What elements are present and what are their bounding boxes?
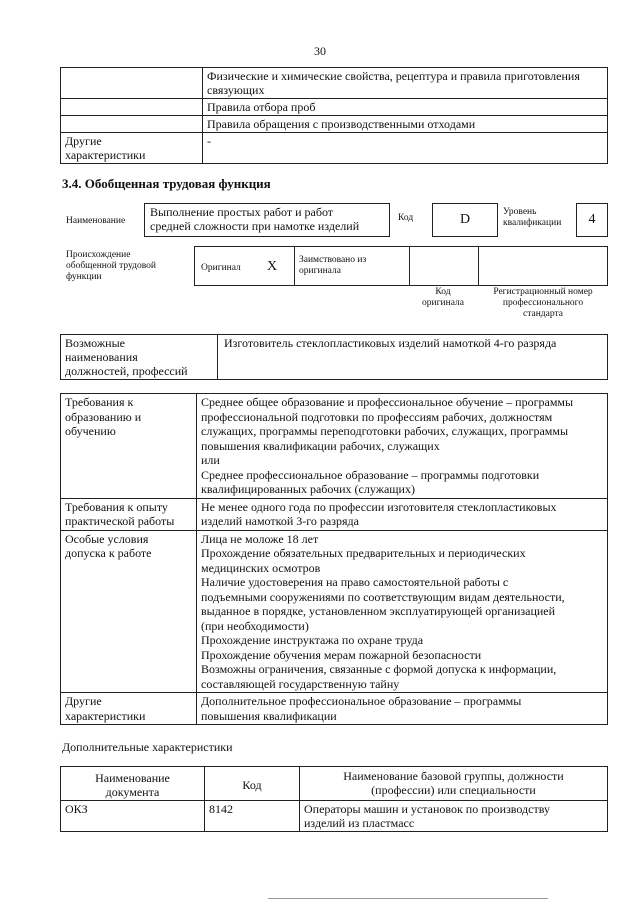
row-label: [61, 68, 203, 99]
origin-box: [194, 246, 608, 286]
row-label: [61, 99, 203, 116]
page-number: 30: [314, 44, 326, 58]
code-original-caption: Код оригинала: [422, 287, 464, 308]
requirements-table: [60, 393, 608, 725]
table-row: [61, 116, 608, 133]
table-header-row: [61, 767, 608, 801]
divider: [478, 247, 479, 285]
header-doc: Наименование документа: [61, 767, 205, 801]
additional-table: [60, 766, 608, 832]
row-value: Физические и химические свойства, рецептура и правила приготовления связующих: [203, 68, 608, 99]
row-label: Особые условия допуска к работе: [61, 530, 197, 693]
origin-label: Происхождение обобщенной трудовой функции: [66, 250, 156, 282]
section-heading: 3.4. Обобщенная трудовая функция: [62, 176, 271, 191]
row-label: Возможные наименования должностей, профессий: [61, 335, 218, 380]
original-mark: X: [267, 259, 278, 274]
table-row: [61, 394, 608, 499]
row-value: Среднее общее образование и профессиональное обучение – программы профессиональной подготовки по профессиям рабочих, должностям служащих, программы переподготовки рабочих, служащих, программы повышения квалификации рабочих, служащих или Среднее профессиональное образование – программы подготовки квалифицированных рабочих (служащих): [197, 394, 608, 499]
borrowed-label: Заимствовано из оригинала: [299, 255, 367, 276]
name-value: Выполнение простых работ и работ средней сложности при намотке изделий: [144, 203, 390, 237]
knowledge-table: [60, 67, 608, 164]
name-label: Наименование: [66, 216, 126, 226]
job-titles-table: [60, 334, 608, 380]
row-value: Лица не моложе 18 лет Прохождение обязательных предварительных и периодических медицинских осмотров Наличие удостоверения на право самостоятельной работы с подъемными сооружениями по соответствующим видам деятельности, выданное в порядке, установленном эксплуатирующей организацией (при необходимости) Прохождение инструктажа по охране труда Прохождение обучения мерам пожарной безопасности Возможны ограничения, связанные с формой допуска к информации, составляющей государственную тайну: [197, 530, 608, 693]
row-value: Дополнительное профессиональное образование – программы повышения квалификации: [197, 693, 608, 725]
row-value: Изготовитель стеклопластиковых изделий намоткой 4-го разряда: [218, 335, 608, 380]
table-row: [61, 530, 608, 693]
table-row: [61, 133, 608, 164]
table-row: [61, 99, 608, 116]
row-label: [61, 116, 203, 133]
level-label: Уровень квалификации: [503, 207, 562, 228]
header-name: Наименование базовой группы, должности (профессии) или специальности: [300, 767, 608, 801]
row-label: Требования к образованию и обучению: [61, 394, 197, 499]
header-code: Код: [205, 767, 300, 801]
additional-heading: Дополнительные характеристики: [62, 740, 233, 754]
cell-code: 8142: [205, 801, 300, 832]
row-value: -: [203, 133, 608, 164]
code-label: Код: [398, 213, 414, 223]
original-label: Оригинал: [201, 263, 241, 273]
row-value: Не менее одного года по профессии изготовителя стеклопластиковых изделий намоткой 3-го разряда: [197, 498, 608, 530]
table-row: [61, 335, 608, 380]
level-value: 4: [576, 203, 608, 237]
scan-edge-line: [268, 898, 548, 899]
table-row: [61, 68, 608, 99]
table-row: [61, 498, 608, 530]
row-label: Другие характеристики: [61, 693, 197, 725]
table-row: [61, 693, 608, 725]
reg-number-caption: Регистрационный номер профессионального стандарта: [493, 287, 593, 319]
row-label: Требования к опыту практической работы: [61, 498, 197, 530]
table-row: [61, 801, 608, 832]
row-value: Правила обращения с производственными отходами: [203, 116, 608, 133]
code-value: D: [432, 203, 498, 237]
divider: [294, 247, 295, 285]
row-label: Другие характеристики: [61, 133, 203, 164]
row-value: Правила отбора проб: [203, 99, 608, 116]
cell-name: Операторы машин и установок по производству изделий из пластмасс: [300, 801, 608, 832]
cell-doc: ОКЗ: [61, 801, 205, 832]
divider: [409, 247, 410, 285]
